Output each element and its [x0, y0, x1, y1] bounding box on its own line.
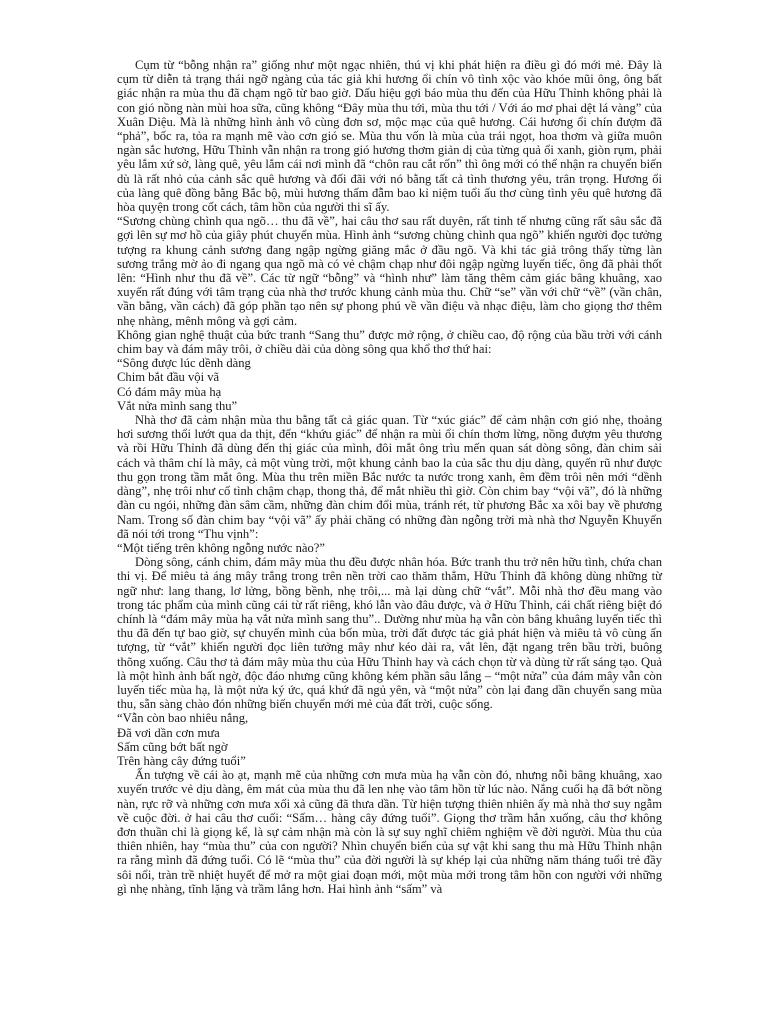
paragraph: Dòng sông, cánh chim, đám mây mùa thu đều được nhân hóa. Bức tranh thu trở nên hữu tình, chứa chan thi vị. Để miêu tả áng mây trắng trong trên nền trời cao thăm thẳm, Hữu Thỉnh đã không dùng những từ ngữ như: lang thang, lơ lửng, bồng bềnh, nhẹ trôi,... mà lại dùng chữ “vắt”. Mỗi nhà thơ đều mang vào trong tác phẩm của mình cũng cái từ rất riêng, khó lẫn vào đâu được, và ở Hữu Thỉnh, cái chất riêng biệt đó chính là “đám mây mùa hạ vắt nửa mình sang thu”.. Dường như mùa hạ vẫn còn bâng khuâng luyến tiếc thì thu đã đến tự bao giờ, sự chuyển mình của bốn mùa, trời đất được tác giả phát hiện và miêu tả vô cùng ấn tượng, từ “vắt” khiến người đọc liên tưởng mây như kéo dài ra, vắt lên, đặt ngang trên bầu trời, buông thõng xuống. Câu thơ tả đám mây mùa thu của Hữu Thỉnh hay và cách chọn từ và dùng từ rất sáng tạo. Quả là một hình ảnh bất ngờ, độc đáo nhưng cũng không kém phần sâu lắng – “một nửa” của đám mây vẫn còn luyến tiếc mùa hạ, là một nửa ký ức, quá khứ đã ngủ yên, và “một nửa” còn lại đang dần chuyển sang mùa thu, sẵn sàng chào đón những biến chuyển mới mẻ của đất trời, cuộc sống. [117, 555, 662, 712]
verse-line: Sấm cũng bớt bất ngờ [117, 739, 228, 754]
verse-line: “Sông được lúc dềnh dàng [117, 356, 251, 371]
verse-line: Trên hàng cây đứng tuổi” [117, 753, 246, 768]
verse-line: Đã vơi dần cơn mưa [117, 725, 220, 740]
verse-line: Vắt nửa mình sang thu” [117, 398, 238, 413]
verse-line: “Vẫn còn bao nhiêu nắng, [117, 711, 249, 726]
verse-line: “Một tiếng trên không ngỗng nước nào?” [117, 540, 325, 555]
verse-line: Chim bắt đầu vội vã [117, 370, 220, 385]
paragraph: Không gian nghệ thuật của bức tranh “Sang thu” được mở rộng, ở chiều cao, độ rộng của bầu trời với cánh chim bay và đám mây trôi, ở chiều dài của dòng sông qua khổ thơ thứ hai: [117, 327, 662, 357]
document-body [117, 58, 662, 896]
paragraph: Cụm từ “bỗng nhận ra” giống như một ngạc nhiên, thú vị khi phát hiện ra điều gì đó mới mẻ. Đây là cụm từ diễn tả trạng thái ngỡ ngàng của tác giả khi hương ổi chín vô tình xộc vào khóe mũi ông, ông bất giác nhận ra mùa thu đã chạm ngõ từ bao giờ. Dấu hiệu gợi báo mùa thu đến của Hữu Thỉnh không phải là con gió nồng nàn mùi hoa sữa, cũng không “Đây mùa thu tới, mùa thu tới / Với áo mơ phai dệt lá vàng” của Xuân Diệu. Mà là những hình ảnh vô cùng đơn sơ, mộc mạc của quê hương. Cái hương ổi chín đượm đã “phả”, bốc ra, tỏa ra mạnh mẽ vào cơn gió se. Mùa thu vốn là mùa của trái ngọt, hoa thơm và giữa muôn ngàn sắc hương, Hữu Thỉnh vẫn nhận ra trong gió hương thơm giản dị của từng quả ổi xanh, giòn rụm, phải yêu lắm xứ sở, làng quê, yêu lắm cái nơi mình đã “chôn rau cắt rốn” thì ông mới có thể nhận ra chuyển biến dù là rất nhỏ của cảnh sắc quê hương và đối đãi với nó bằng tất cả tình thương yêu, trân trọng. Hương ổi của làng quê đồng bằng Bắc bộ, mùi hương thấm đẫm bao kỉ niệm tuổi ấu thơ cùng tình yêu quê hương đã hòa quyện trong cốt cách, tâm hồn của người thi sĩ ấy. [117, 58, 662, 215]
verse-line: Có đám mây mùa hạ [117, 384, 222, 399]
paragraph: Ấn tượng về cái ào ạt, mạnh mẽ của những cơn mưa mùa hạ vẫn còn đó, nhưng nỗi bâng khuâng, xao xuyến trước vẻ dịu dàng, êm mát của mùa thu đã len nhẹ vào tâm hồn từ lúc nào. Nắng cuối hạ đã bớt nồng nàn, rực rỡ và những cơn mưa xối xả cũng đã thưa dần. Từ hiện tượng thiên nhiên ấy mà nhà thơ suy ngẫm về cuộc đời. ở hai câu thơ cuối: “Sấm… hàng cây đứng tuổi”. Giọng thơ trầm hẳn xuống, câu thơ không đơn thuần chỉ là giọng kể, là sự cảm nhận mà còn là sự suy nghĩ chiêm nghiệm về đời người. Mùa thu của thiên nhiên, hay “mùa thu” của con người? Nhìn chuyển biến của sự vật khi sang thu mà Hữu Thỉnh nhận ra rằng mình đã đứng tuổi. Có lẽ “mùa thu” của đời người là sự khép lại của những năm tháng tuổi trẻ đầy sôi nổi, tràn trề nhiệt huyết để mở ra một giai đoạn mới, một mùa mới trong tâm hồn con người với những gì nhẹ nhàng, tĩnh lặng và trầm lắng hơn. Hai hình ảnh “sấm” và [117, 768, 662, 896]
paragraph: “Sương chùng chình qua ngõ… thu đã về”, hai câu thơ sau rất duyên, rất tinh tế nhưng cũng rất sâu sắc đã gợi lên sự mơ hồ của giây phút chuyển mùa. Hình ảnh “sương chùng chình qua ngõ” khiến người đọc tưởng tượng ra khung cảnh sương đang ngập ngừng giăng mắc ở đầu ngõ. Và khi tác giả trông thấy từng làn sương trắng mờ ảo đi ngang qua ngõ mà có vẻ chậm chạp như đôi ngập ngừng luyến tiếc, ông đã phải thốt lên: “Hình như thu đã về”. Các từ ngữ “bỗng” và “hình như” làm tăng thêm cảm giác bâng khuâng, xao xuyến rất đúng với tâm trạng của nhà thơ trước khung cảnh mùa thu. Chữ “se” vần với chữ “về” (vần chân, vần bằng, vần cách) đã góp phần tạo nên sự phong phú về vần điệu và nhạc điệu, làm cho giọng thơ thêm nhẹ nhàng, mênh mông và gợi cảm. [117, 214, 663, 328]
paragraph: Nhà thơ đã cảm nhận mùa thu bằng tất cả giác quan. Từ “xúc giác” để cảm nhận cơn gió nhẹ, thoảng hơi sương thổi lướt qua da thịt, đến “khứu giác” để nhận ra mùi ổi chín thơm lừng, nồng đượm yêu thương và rồi Hữu Thỉnh đã dùng đến thị giác của mình, đôi mắt ông trìu mến quan sát dòng sông, đàn chim sải cách và thâm chí là mây, cả một vùng trời, một khung cảnh bao la của sắc thu dịu dàng, quyến rũ như được thu gọn trong tầm mắt ông. Mùa thu trên miền Bắc nước ta nước trong xanh, êm đềm trôi nên mới “dềnh dàng”, nhẹ trôi như cố tình chậm chạp, thong thả, để mắt nhiều thì giờ. Còn chim bay “vội vã”, đó là những đàn cu ngói, những đàn sâm cầm, những đàn chim đổi mùa, tránh rét, từ phương Bắc xa xôi bay về phương Nam. Trong số đàn chim bay “vội vã” ấy phải chăng có những đàn ngỗng trời mà nhà thơ Nguyễn Khuyến đã nói tới trong “Thu vịnh”: [117, 413, 662, 541]
